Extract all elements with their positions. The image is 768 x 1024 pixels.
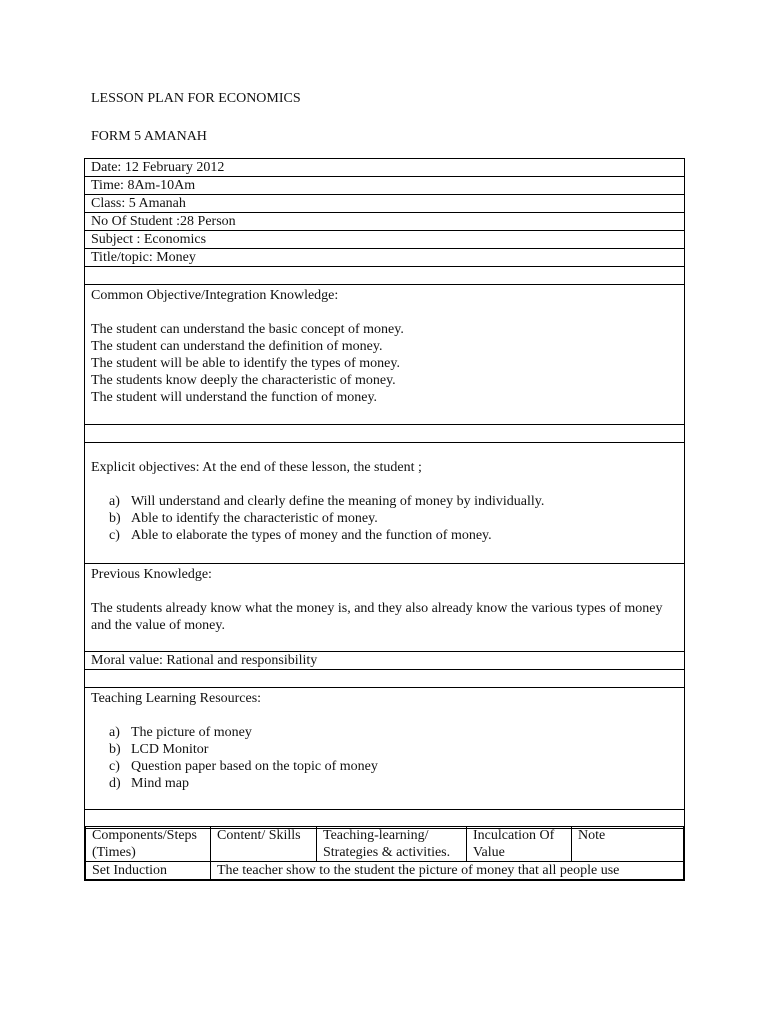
list-item: d) Mind map bbox=[109, 776, 189, 791]
previous-knowledge-section bbox=[85, 564, 684, 652]
column-header: Teaching-learning/ Strategies & activities. bbox=[317, 827, 467, 862]
list-item: a) Will understand and clearly define the meaning of money by individually. bbox=[109, 494, 545, 509]
list-item: c) Able to elaborate the types of money and the function of money. bbox=[109, 528, 492, 543]
blank-row bbox=[85, 267, 684, 285]
list-item: b) Able to identify the characteristic of money. bbox=[109, 511, 378, 526]
topic-row: Title/topic: Money bbox=[85, 249, 684, 267]
explicit-objective-list bbox=[91, 493, 678, 544]
moral-value-row: Moral value: Rational and responsibility bbox=[85, 652, 684, 670]
common-objective-line: The student will understand the function of money. bbox=[91, 390, 378, 405]
common-objective-line: The student can understand the definition of money. bbox=[91, 339, 383, 354]
list-item: b) LCD Monitor bbox=[109, 742, 209, 757]
resources-section bbox=[85, 688, 684, 810]
previous-knowledge-heading: Previous Knowledge: bbox=[91, 567, 212, 582]
list-item: c) Question paper based on the topic of money bbox=[109, 759, 378, 774]
previous-knowledge-text: The students already know what the money is, and they also already know the various types of money and the value of money. bbox=[91, 601, 663, 633]
subject-row: Subject : Economics bbox=[85, 231, 684, 249]
blank-row bbox=[85, 670, 684, 688]
resources-list bbox=[91, 724, 678, 792]
column-header: Components/Steps (Times) bbox=[86, 827, 211, 862]
form-label: FORM 5 AMANAH bbox=[91, 129, 207, 144]
explicit-objective-section bbox=[85, 443, 684, 564]
common-objective-line: The student will be able to identify the types of money. bbox=[91, 356, 400, 371]
common-objective-line: The student can understand the basic concept of money. bbox=[91, 322, 404, 337]
lesson-steps-table bbox=[84, 826, 685, 881]
lesson-plan-box bbox=[84, 158, 685, 829]
explicit-objective-heading: Explicit objectives: At the end of these lesson, the student ; bbox=[91, 460, 422, 475]
document-title: LESSON PLAN FOR ECONOMICS bbox=[91, 91, 301, 106]
column-header: Note bbox=[572, 827, 684, 862]
table-header-row bbox=[86, 827, 684, 862]
blank-row bbox=[85, 425, 684, 443]
step-cell: Set Induction bbox=[86, 862, 211, 880]
time-row: Time: 8Am-10Am bbox=[85, 177, 684, 195]
column-header: Inculcation Of Value bbox=[467, 827, 572, 862]
common-objective-heading: Common Objective/Integration Knowledge: bbox=[91, 288, 339, 303]
date-row: Date: 12 February 2012 bbox=[85, 159, 684, 177]
table-row bbox=[86, 862, 684, 880]
students-row: No Of Student :28 Person bbox=[85, 213, 684, 231]
column-header: Content/ Skills bbox=[211, 827, 317, 862]
list-item: a) The picture of money bbox=[109, 725, 252, 740]
class-row: Class: 5 Amanah bbox=[85, 195, 684, 213]
common-objective-line: The students know deeply the characteristic of money. bbox=[91, 373, 396, 388]
content-cell: The teacher show to the student the picture of money that all people use bbox=[211, 862, 684, 880]
common-objective-section bbox=[85, 285, 684, 425]
resources-heading: Teaching Learning Resources: bbox=[91, 691, 262, 706]
